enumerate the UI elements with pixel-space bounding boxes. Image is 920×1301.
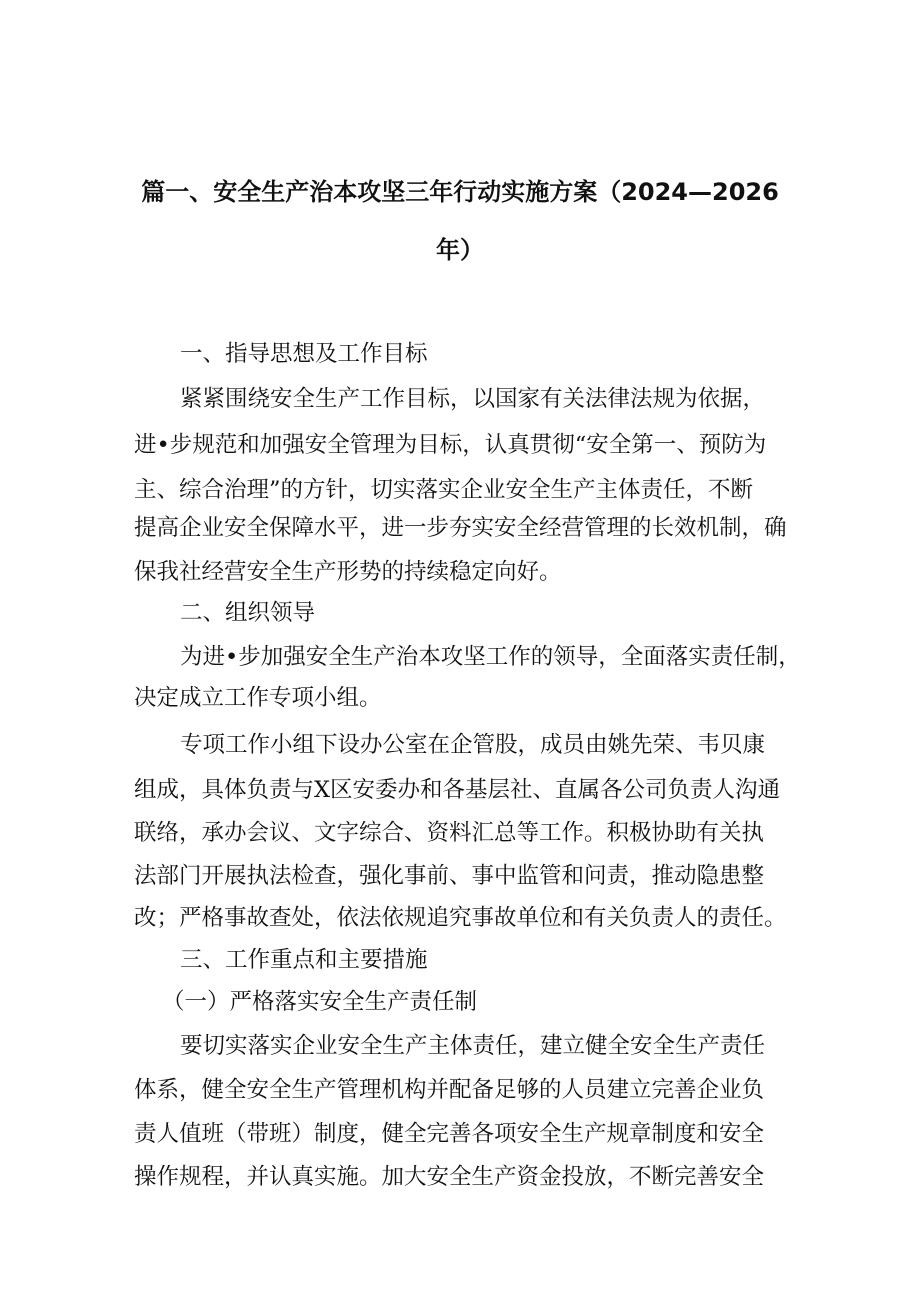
document-title-line-1: 篇一、安全生产治本攻坚三年行动实施方案（2024—2026: [141, 178, 779, 206]
paragraph-line: 为进•步加强安全生产治本攻坚工作的领导，全面落实责任制，: [180, 644, 801, 670]
paragraph-line: 提高企业安全保障水平，进一步夯实安全经营管理的长效机制，确: [134, 515, 787, 541]
section-heading-guiding-ideology: 一、指导思想及工作目标: [180, 341, 428, 367]
paragraph-line: 主、综合治理”的方针，切实落实企业安全生产主体责任，不断: [134, 477, 754, 503]
paragraph-line: 决定成立工作专项小组。: [134, 685, 382, 711]
section-heading-organization: 二、组织领导: [180, 600, 316, 626]
paragraph-line: 体系，健全安全生产管理机构并配备足够的人员建立完善企业负: [134, 1077, 765, 1103]
paragraph-line: 保我社经营安全生产形势的持续稳定向好。: [134, 559, 562, 585]
paragraph-line: 改；严格事故查处，依法依规追究事故单位和有关负责人的责任。: [134, 905, 787, 931]
paragraph-line: 法部门开展执法检查，强化事前、事中监管和问责，推动隐患整: [134, 863, 765, 889]
paragraph-line: 联络，承办会议、文字综合、资料汇总等工作。积极协助有关执: [134, 820, 765, 846]
document-title-line-2: 年）: [436, 236, 484, 264]
paragraph-line: 操作规程，并认真实施。加大安全生产资金投放，不断完善安全: [134, 1164, 765, 1190]
subsection-heading-responsibility: （一）严格落实安全生产责任制: [162, 989, 478, 1015]
paragraph-line: 责人值班（带班）制度，健全完善各项安全生产规章制度和安全: [134, 1121, 765, 1147]
section-heading-key-work: 三、工作重点和主要措施: [180, 947, 428, 973]
paragraph-line: 要切实落实企业安全生产主体责任，建立健全安全生产责任: [180, 1033, 766, 1059]
paragraph-line: 进•步规范和加强安全管理为目标，认真贯彻“安全第一、预防为: [134, 432, 767, 458]
paragraph-line: 专项工作小组下设办公室在企管股，成员由姚先荣、韦贝康: [180, 732, 766, 758]
paragraph-line: 紧紧围绕安全生产工作目标，以国家有关法律法规为依据，: [180, 386, 766, 412]
paragraph-line: 组成，具体负责与X区安委办和各基层社、直属各公司负责人沟通: [134, 777, 781, 803]
